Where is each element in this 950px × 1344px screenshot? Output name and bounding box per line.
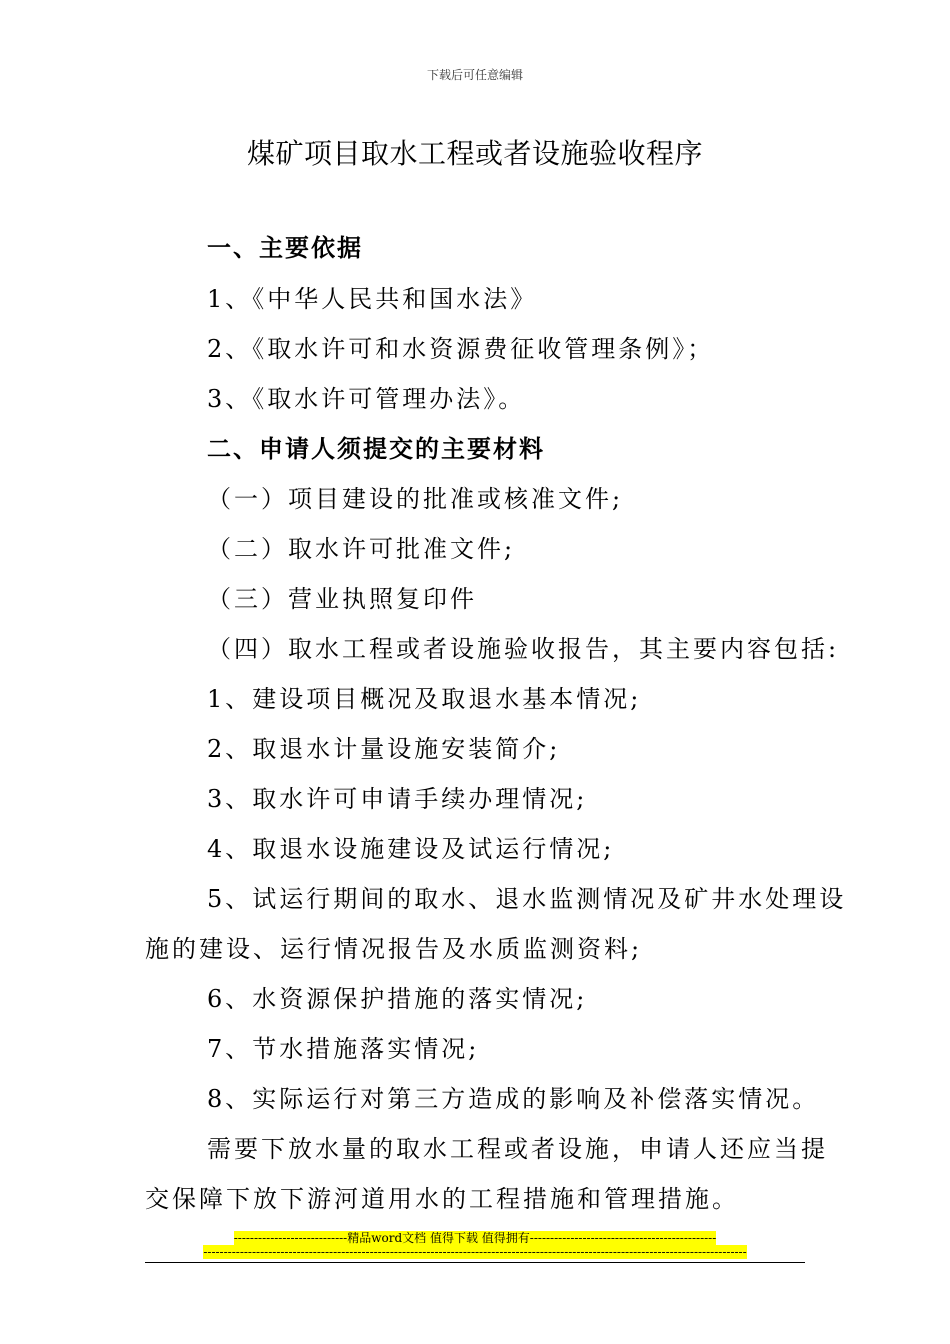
report-item: 3、取水许可申请手续办理情况; xyxy=(207,785,588,813)
report-item: 8、实际运行对第三方造成的影响及补偿落实情况。 xyxy=(207,1085,820,1113)
report-item: 7、节水措施落实情况; xyxy=(207,1035,480,1063)
footer-banner-dashes xyxy=(0,1245,950,1259)
report-item: 1、建设项目概况及取退水基本情况; xyxy=(207,685,642,713)
footer-rule xyxy=(145,1262,805,1263)
closing-paragraph-line1: 需要下放水量的取水工程或者设施，申请人还应当提 xyxy=(207,1135,828,1163)
material-item: （四）取水工程或者设施验收报告，其主要内容包括: xyxy=(207,635,840,663)
document-title: 煤矿项目取水工程或者设施验收程序 xyxy=(246,137,703,170)
report-item: 6、水资源保护措施的落实情况; xyxy=(207,985,588,1013)
header-note: 下载后可任意编辑 xyxy=(426,68,523,82)
basis-item: 1、《中华人民共和国水法》 xyxy=(207,285,538,313)
material-item: （三）营业执照复印件 xyxy=(207,585,477,613)
material-item: （一）项目建设的批准或核准文件; xyxy=(207,485,624,513)
footer-banner-dash-line: -------------------------------------------------------------------------------------------------------------------------------------- xyxy=(203,1245,747,1259)
section-heading-basis: 一、主要依据 xyxy=(207,234,363,262)
section-heading-materials: 二、申请人须提交的主要材料 xyxy=(207,435,545,463)
footer-banner-text: ----------------------------精品word文档 值得下载 值得拥有---------------------------------------------- xyxy=(233,1231,717,1245)
report-item: 2、取退水计量设施安装简介; xyxy=(207,735,561,763)
report-item: 4、取退水设施建设及试运行情况; xyxy=(207,835,615,863)
material-item: （二）取水许可批准文件; xyxy=(207,535,516,563)
basis-item: 3、《取水许可管理办法》。 xyxy=(207,385,526,413)
report-item-5-line1: 5、试运行期间的取水、退水监测情况及矿井水处理设 xyxy=(207,885,847,913)
report-item-5-line2: 施的建设、运行情况报告及水质监测资料; xyxy=(145,935,643,963)
basis-item: 2、《取水许可和水资源费征收管理条例》； xyxy=(207,335,715,363)
closing-paragraph-line2: 交保障下放下游河道用水的工程措施和管理措施。 xyxy=(145,1185,739,1213)
footer-banner xyxy=(0,1231,950,1245)
